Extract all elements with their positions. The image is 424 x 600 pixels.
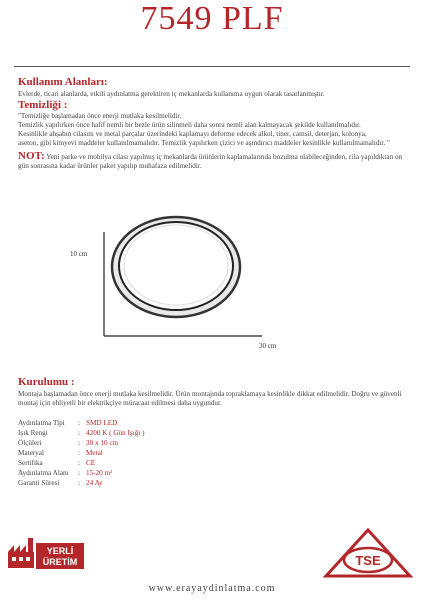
spec-row: Sertifika : CE (18, 459, 96, 467)
note-text: Yeni parke ve mobilya cilası yapılmış iç mekanlarda ürünlerin kaplamalarında bozulma olabileceğinden, cila yapıldıktan on gün sonrasına kadar ürünler paket yapılıp muhafaza edilmelidir. (18, 153, 403, 170)
install-heading: Kurulumu : (18, 376, 75, 388)
tse-logo (322, 526, 414, 580)
badge-line-2: ÜRETİM (42, 557, 78, 567)
cleaning-heading: Temizliği : (18, 99, 68, 111)
spec-row: Aydınlatma Alanı : 15-20 m² (18, 469, 113, 477)
usage-text: Evlerde, ticari alanlarda, etkili aydınlatma gerektiren iç mekanlarda kullanıma uygun olarak tasarlanmıştır. (18, 90, 325, 98)
spec-row: Aydınlatma Tipi : SMD LED (18, 419, 118, 427)
cleaning-text (18, 112, 410, 148)
cleaning-line-2: Temizlik yapılırken önce hafif nemli bir bezle ürün silinmeli daha sonra nemli alan kalmayacak şekilde kullanılmalıdır. (18, 121, 361, 129)
cleaning-line-1: "Temizliğe başlamadan önce enerji mutlaka kesilmelidir. (18, 112, 182, 120)
install-text: Montaja başlamadan önce enerji mutlaka kesilmelidir. Ürün montajında topraklamaya kesinlikle dikkat edilmelidir. Doğru ve güvenli montaj için ehliyetli bir elektrikçiye müracaat edilmesi daha uygundur. (18, 390, 402, 407)
top-divider (14, 66, 410, 67)
usage-heading: Kullanım Alanları: (18, 76, 108, 88)
ceiling-light-image (112, 217, 240, 317)
product-title: 7549 PLF (140, 0, 284, 37)
cleaning-line-4: aseton, gibi kimyevi maddeler kullanılmamalıdır. Temizlik yapılırken çizici ve aşındırıcı maddeler kesinlikle kullanılmamalıdır. " (18, 139, 390, 147)
cleaning-line-3: Kesinlikle ahşabın cilasını ve metal parçalar üzerindeki kaplamayı deforme edecek alkol, tiner, camsil, deterjan, kolonya, (18, 130, 367, 138)
badge-line-1: YERLİ (46, 546, 74, 556)
yerli-uretim-badge (6, 532, 86, 572)
height-dimension-label: 10 cm (70, 250, 88, 258)
width-dimension-label: 30 cm (259, 342, 277, 350)
note-label: NOT: (18, 150, 45, 162)
spec-row: Işık Rengi : 4200 K ( Gün Işığı ) (18, 429, 145, 437)
product-diagram (0, 190, 424, 360)
factory-icon (8, 538, 34, 568)
website-link[interactable]: www.erayaydinlatma.com (148, 583, 276, 594)
spec-row: Ölçüleri : 30 x 10 cm (18, 439, 119, 447)
note-block (18, 152, 410, 171)
spec-row: Garanti Süresi : 24 Ay (18, 479, 103, 487)
spec-row: Materyal : Metal (18, 449, 103, 457)
tse-text: TSE (355, 553, 381, 568)
spec-table (18, 418, 145, 488)
